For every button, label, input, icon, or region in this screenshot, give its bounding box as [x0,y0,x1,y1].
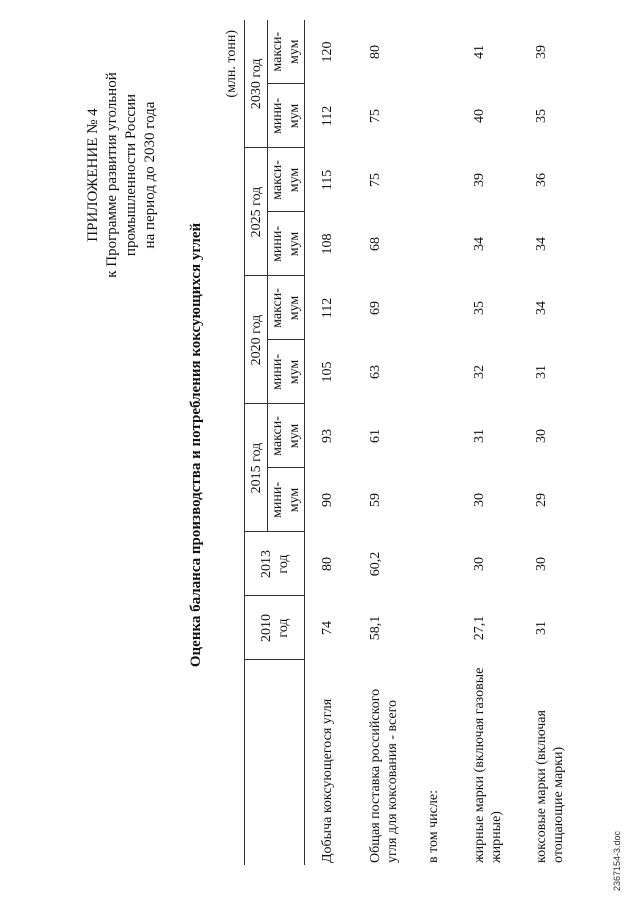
balance-table [244,20,579,865]
header-group-2030: 2030 год [245,20,268,148]
cell-value: 40 [472,109,487,123]
header-max [268,404,305,468]
cell-value [419,84,465,148]
header-year-2013 [245,532,305,596]
header-text: год [275,554,291,574]
cell-value: 29 [534,493,549,507]
appendix-line: к Программе развития угольной [104,72,120,278]
cell-value: 68 [368,237,383,251]
cell-value: 112 [320,105,335,127]
cell-value: 58,1 [368,615,383,641]
header-text: макси- [270,416,285,456]
appendix-header [84,65,160,285]
header-text: мум [287,423,302,449]
cell-value: 75 [368,109,383,123]
cell-value: 75 [368,173,383,187]
cell-value: 31 [534,365,549,379]
cell-value: 34 [534,301,549,315]
cell-value [419,596,465,660]
table-row [359,20,419,865]
cell-value [419,404,465,468]
row-label: Общая поставка российского угля для коксования - всего [368,688,400,863]
header-text: мум [287,103,302,129]
header-text: мини- [270,226,285,262]
cell-value: 30 [534,429,549,443]
cell-value [419,276,465,340]
cell-value: 30 [472,557,487,571]
cell-value: 69 [368,301,383,315]
cell-value: 80 [320,557,335,571]
cell-value: 63 [368,365,383,379]
header-text: макси- [270,160,285,200]
header-group-2015: 2015 год [245,404,268,532]
header-text: мини- [270,482,285,518]
header-min [268,340,305,404]
appendix-line: на период до 2030 года [142,101,158,249]
header-max [268,148,305,212]
header-text: макси- [270,288,285,328]
header-group-2025: 2025 год [245,148,268,276]
cell-value: 59 [368,493,383,507]
table-row [419,20,465,865]
row-label: Добыча коксующегося угля [320,698,335,863]
appendix-line: промышленности России [123,93,139,257]
cell-value: 112 [320,297,335,319]
cell-value [419,340,465,404]
cell-value: 115 [320,169,335,191]
cell-value: 27,1 [472,615,487,641]
cell-value [419,212,465,276]
cell-value: 34 [534,237,549,251]
cell-value: 32 [472,365,487,379]
header-text: макси- [270,31,285,72]
cell-value: 34 [472,237,487,251]
header-min [268,212,305,276]
cell-value: 36 [534,173,549,187]
header-text: мини- [270,354,285,390]
cell-value: 74 [320,621,335,635]
cell-value: 39 [472,173,487,187]
header-text: мум [287,39,302,65]
cell-value: 30 [472,493,487,507]
table-row [527,20,579,865]
units-note: (млн. тонн) [224,30,239,98]
file-footer: 2367154-3.doc [612,830,622,891]
header-max [268,20,305,84]
header-min [268,84,305,148]
cell-value: 93 [320,429,335,443]
table-row [305,20,360,865]
row-label: жирные марки (включая газовые жирные) [472,667,504,863]
header-max [268,276,305,340]
cell-value: 31 [472,429,487,443]
cell-value: 35 [534,109,549,123]
header-text: мини- [270,98,285,134]
header-text: мум [287,167,302,193]
cell-value: 39 [534,45,549,59]
cell-value: 41 [472,45,487,59]
cell-value: 120 [320,41,335,63]
header-min [268,468,305,532]
header-year-2010 [245,596,305,660]
cell-value [419,532,465,596]
cell-value: 80 [368,45,383,59]
cell-value [419,468,465,532]
header-group-2020: 2020 год [245,276,268,404]
table-title: Оценка баланса производства и потребления коксующихся углей [188,222,204,668]
cell-value: 30 [534,557,549,571]
cell-value: 35 [472,301,487,315]
header-text: мум [287,487,302,513]
header-text: мум [287,359,302,385]
cell-value: 105 [320,361,335,383]
header-text: год [275,618,291,638]
cell-value [419,20,465,84]
table-row [465,20,527,865]
header-text: мум [287,231,302,257]
cell-value: 108 [320,233,335,255]
header-text: мум [287,295,302,321]
cell-value: 61 [368,429,383,443]
header-text: 2010 [258,614,274,642]
cell-value: 60,2 [368,551,383,577]
header-text: 2013 [258,550,274,578]
cell-value: 90 [320,493,335,507]
row-label: коксовые марки (включая отощающие марки) [534,710,566,863]
header-corner [245,660,305,865]
cell-value [419,148,465,212]
appendix-title: ПРИЛОЖЕНИЕ № 4 [85,108,101,242]
row-label: в том числе: [426,790,441,863]
cell-value: 31 [534,621,549,635]
